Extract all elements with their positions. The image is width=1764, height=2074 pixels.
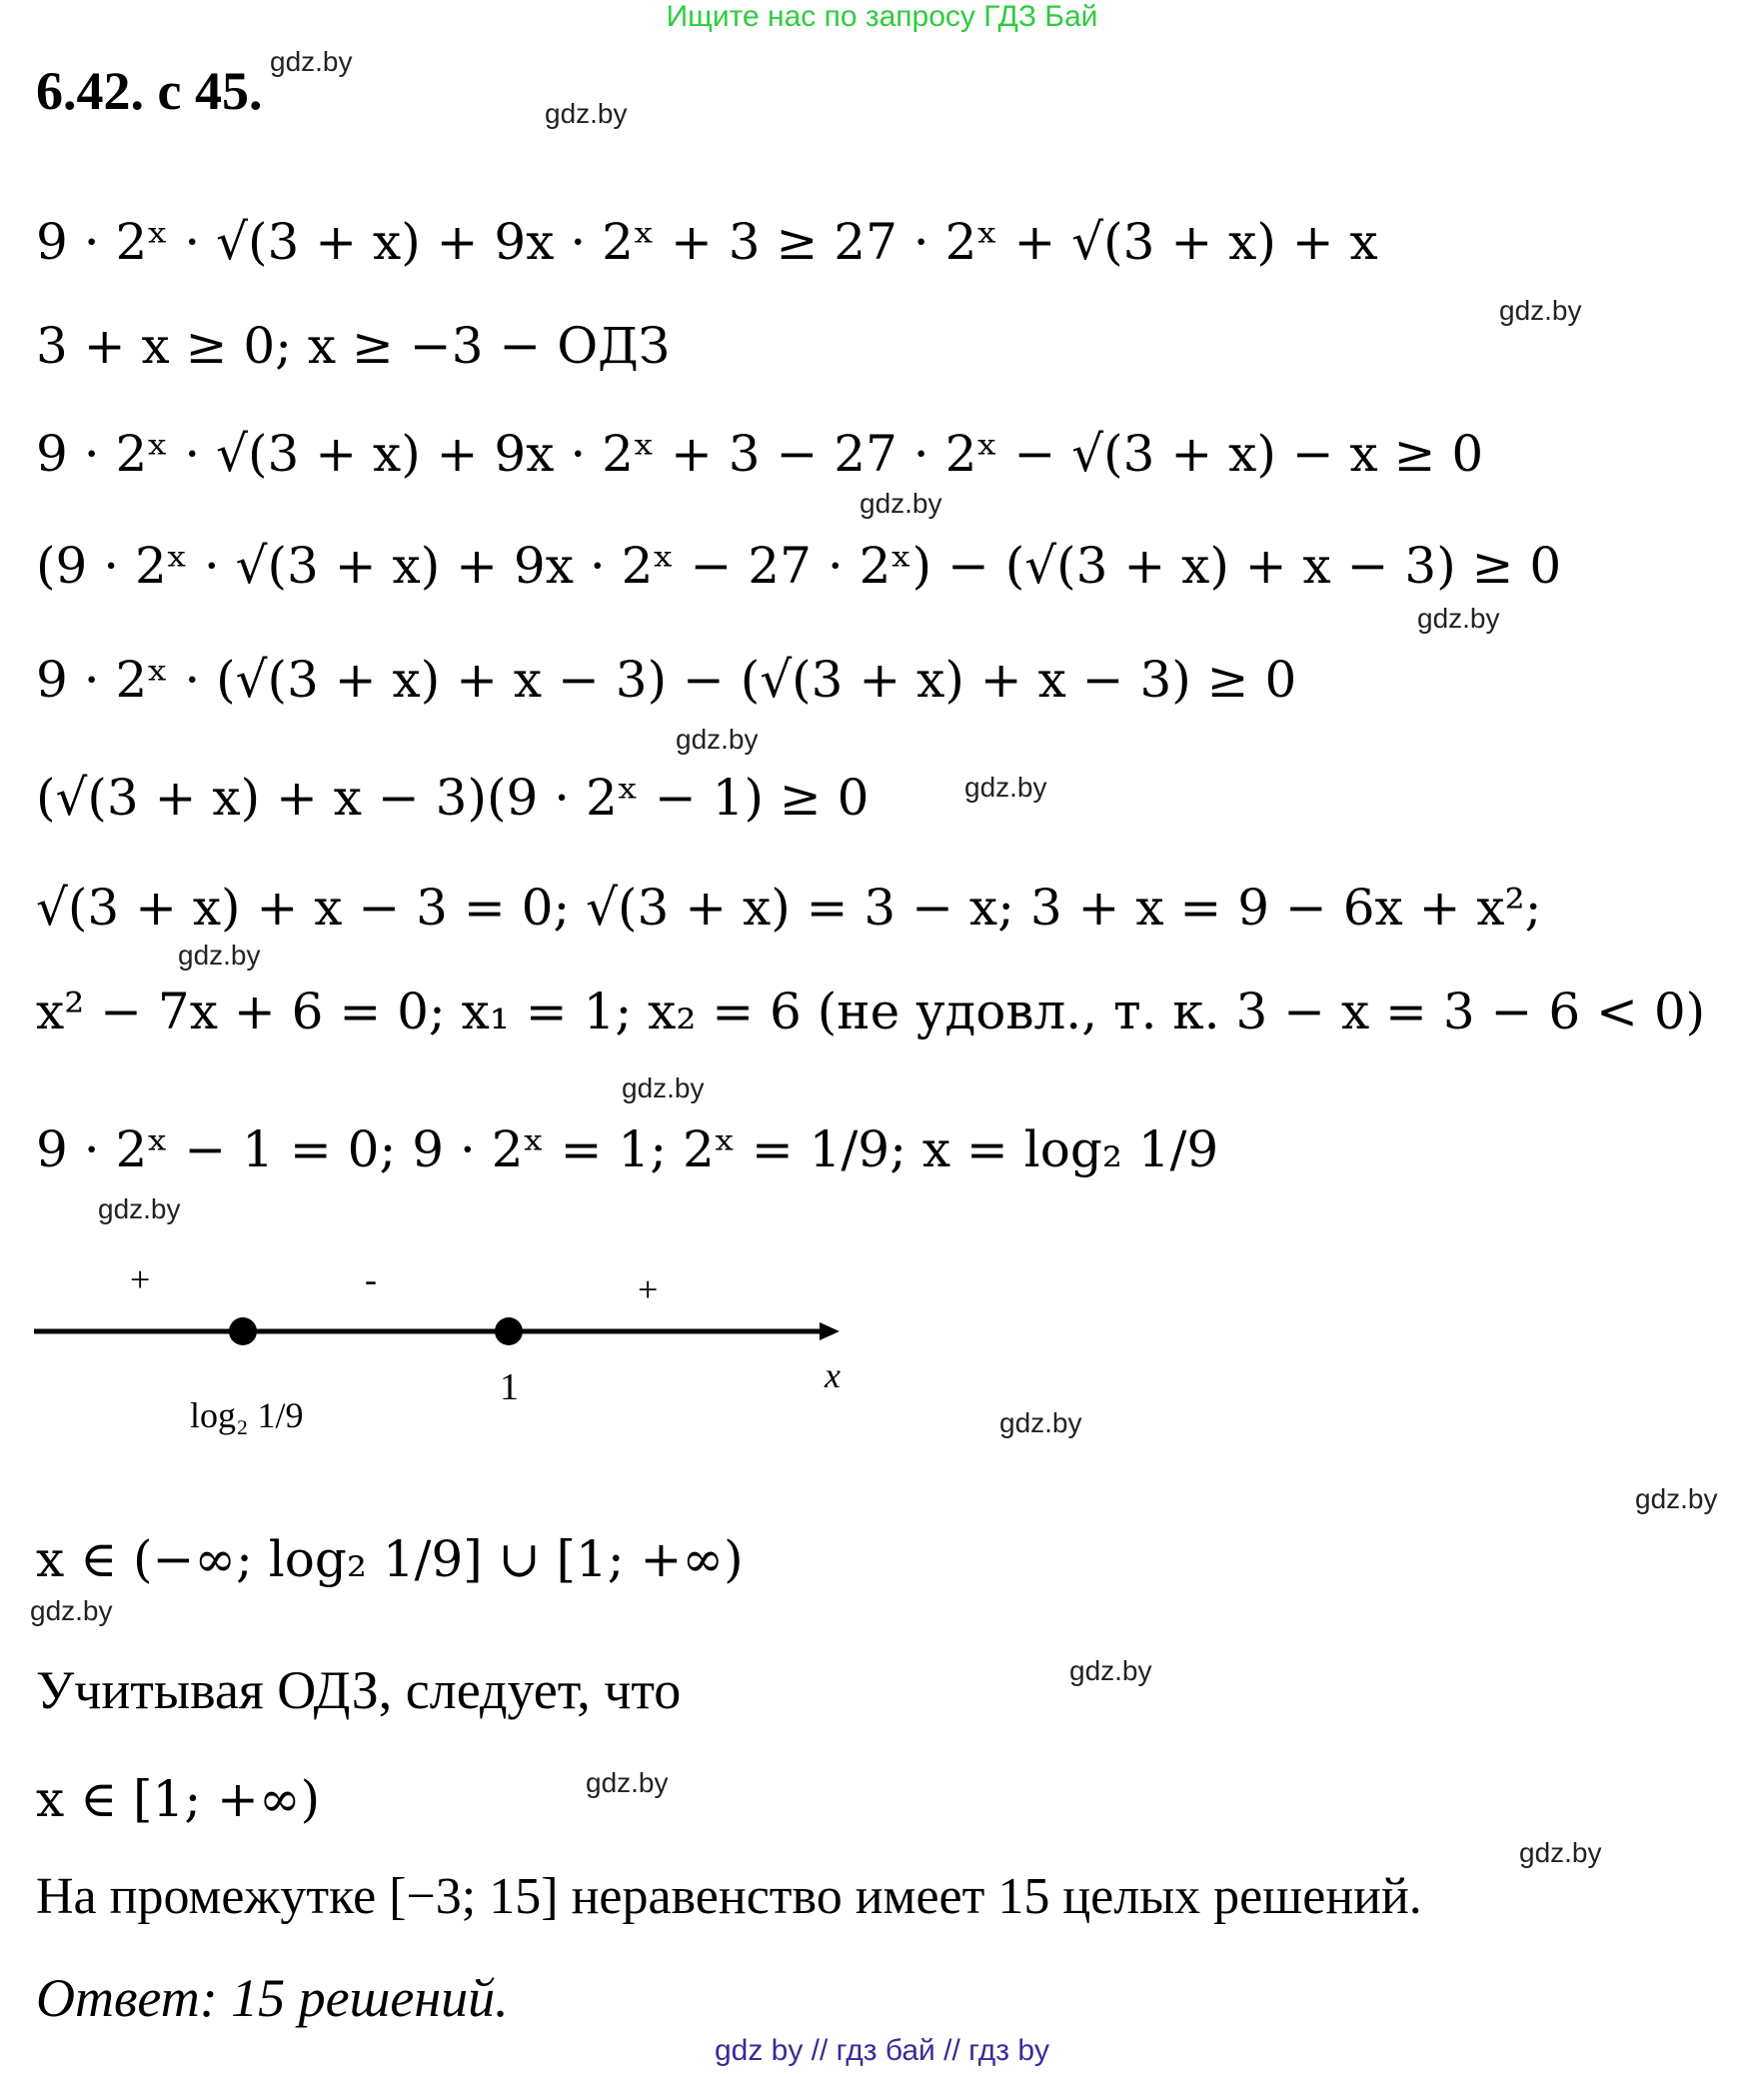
axis-label-x: x xyxy=(825,1355,841,1395)
watermark: gdz.by xyxy=(999,1407,1082,1438)
point-one xyxy=(495,1317,523,1345)
point-log2-1-9 xyxy=(229,1317,257,1345)
watermark: gdz.by xyxy=(1069,1655,1152,1686)
math-line-3: 9 · 2ˣ · √(3 + x) + 9x · 2ˣ + 3 − 27 · 2ˣ − √(3 + x) − x ≥ 0 xyxy=(36,425,1484,483)
math-line-8: x² − 7x + 6 = 0; x₁ = 1; x₂ = 6 (не удовл., т. к. 3 − x = 3 − 6 < 0) xyxy=(36,983,1706,1040)
watermark: gdz.by xyxy=(545,98,628,129)
sign-plus-right: + xyxy=(638,1269,659,1309)
math-line-6: (√(3 + x) + x − 3)(9 · 2ˣ − 1) ≥ 0 xyxy=(36,769,870,827)
footer-links: gdz by // гдз бай // гдз by xyxy=(714,2034,1050,2067)
math-line-7: √(3 + x) + x − 3 = 0; √(3 + x) = 3 − x; 3 + x = 9 − 6x + x²; xyxy=(36,879,1542,937)
final-set: x ∈ [1; +∞) xyxy=(36,1770,321,1828)
conclusion-text: На промежутке [−3; 15] неравенство имеет 15 целых решений. xyxy=(36,1868,1422,1925)
math-line-4: (9 · 2ˣ · √(3 + x) + 9x · 2ˣ − 27 · 2ˣ) − (√(3 + x) + x − 3) ≥ 0 xyxy=(36,537,1562,595)
watermark: gdz.by xyxy=(270,46,353,77)
search-banner: Ищите нас по запросу ГДЗ Бай xyxy=(666,0,1098,33)
watermark: gdz.by xyxy=(964,772,1047,803)
problem-title: 6.42. с 45. xyxy=(36,61,263,121)
point-log-label: log₂ 1/9 xyxy=(190,1395,304,1435)
watermark: gdz.by xyxy=(1519,1837,1602,1868)
watermark: gdz.by xyxy=(1417,603,1500,634)
watermark: gdz.by xyxy=(676,724,759,755)
watermark: gdz.by xyxy=(860,488,942,519)
math-line-5: 9 · 2ˣ · (√(3 + x) + x − 3) − (√(3 + x) + x − 3) ≥ 0 xyxy=(36,651,1297,709)
math-line-9: 9 · 2ˣ − 1 = 0; 9 · 2ˣ = 1; 2ˣ = 1/9; x = log₂ 1/9 xyxy=(36,1120,1219,1178)
answer-text: Ответ: 15 решений. xyxy=(36,1968,509,2028)
sign-minus: - xyxy=(365,1259,377,1299)
watermark: gdz.by xyxy=(1635,1483,1718,1514)
sign-plus-left: + xyxy=(130,1259,151,1299)
watermark: gdz.by xyxy=(178,940,261,971)
math-line-2: 3 + x ≥ 0; x ≥ −3 − ОДЗ xyxy=(36,317,670,375)
odz-text: Учитывая ОДЗ, следует, что xyxy=(36,1660,682,1720)
point-one-label: 1 xyxy=(500,1366,519,1408)
number-line-arrow xyxy=(820,1322,840,1340)
math-line-1: 9 · 2ˣ · √(3 + x) + 9x · 2ˣ + 3 ≥ 27 · 2ˣ + √(3 + x) + x xyxy=(36,213,1378,271)
watermark: gdz.by xyxy=(622,1072,705,1103)
watermark: gdz.by xyxy=(586,1767,669,1798)
number-line xyxy=(30,1249,860,1479)
watermark: gdz.by xyxy=(98,1193,181,1224)
solution-set: x ∈ (−∞; log₂ 1/9] ∪ [1; +∞) xyxy=(36,1530,744,1588)
watermark: gdz.by xyxy=(1499,295,1582,326)
watermark: gdz.by xyxy=(30,1595,113,1626)
